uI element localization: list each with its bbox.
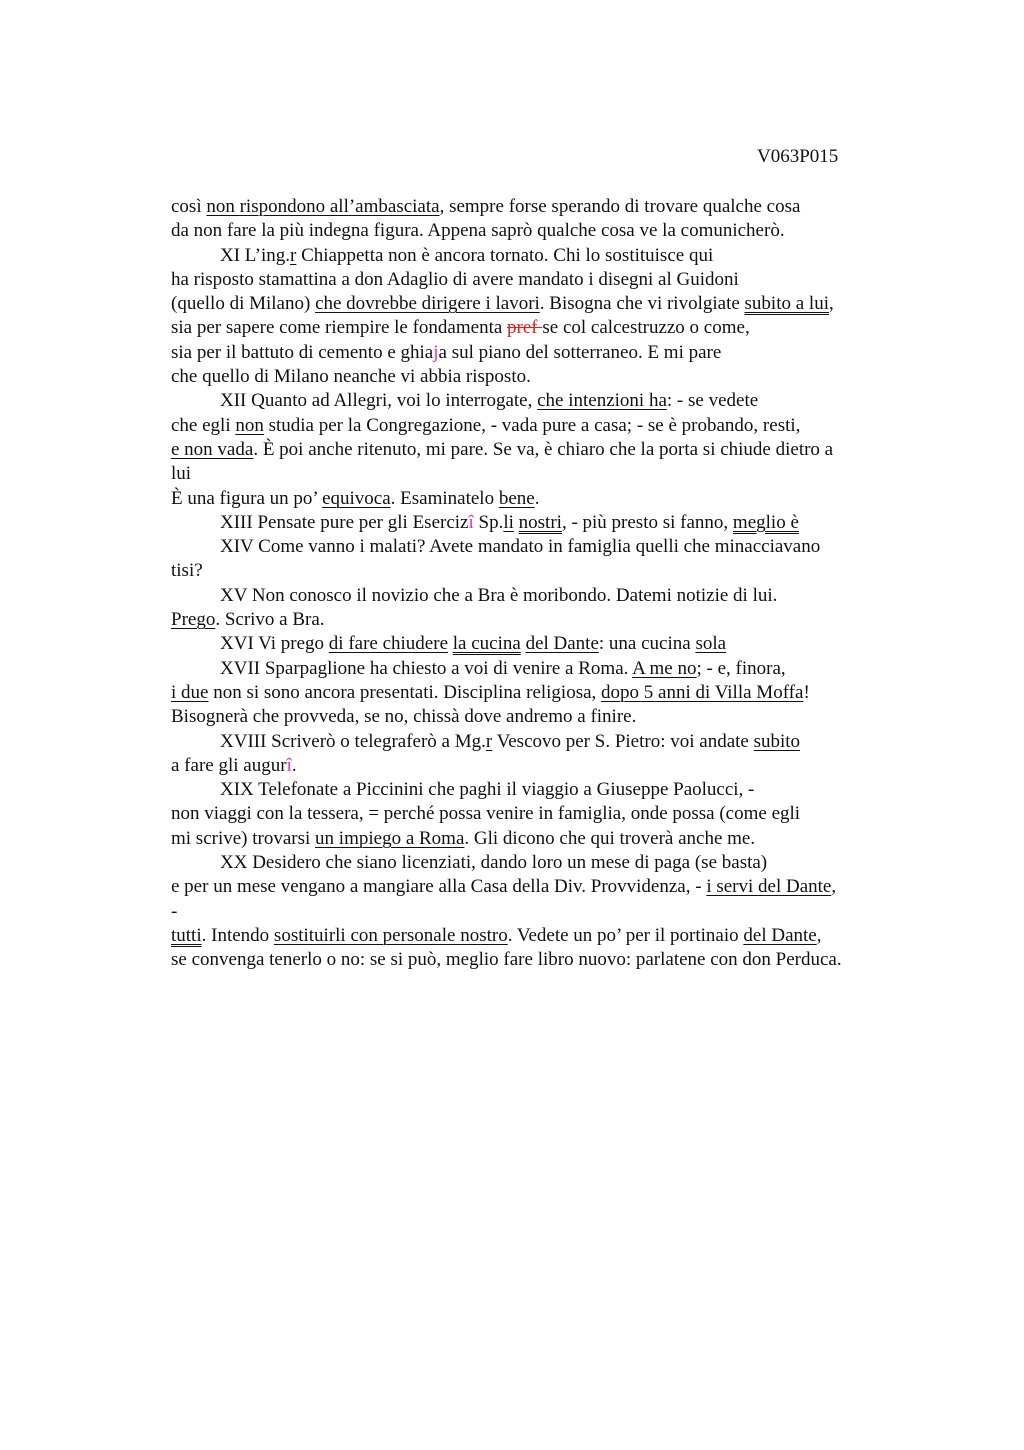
text-line (171, 511, 1011, 535)
text-run: sia per sapere come riempire le fondamenta (171, 317, 508, 339)
text-line (171, 657, 1011, 681)
text-line (171, 316, 1011, 340)
text-run: tisi? (171, 560, 203, 582)
text-run: XV Non conosco il novizio che a Bra è moribondo. Datemi notizie di lui. (220, 584, 778, 606)
inserted-mark: j (433, 341, 439, 363)
text-run: XIX Telefonate a Piccinini che paghi il viaggio a Giuseppe Paolucci, - (220, 779, 755, 801)
text-line (171, 219, 1011, 243)
text-line (171, 875, 1011, 899)
text-line (171, 438, 1011, 462)
text-run: Bisognerà che provveda, se no, chissà dove andremo a finire. (171, 706, 637, 728)
text-run: non viaggi con la tessera, = perché possa venire in famiglia, onde possa (come egli (171, 803, 801, 825)
double-underlined-text: meglio è (732, 511, 799, 533)
text-run: sia per il battuto di cemento e ghia (171, 341, 434, 363)
text-run: , (831, 876, 837, 898)
inserted-mark: î (286, 754, 292, 776)
text-line (171, 268, 1011, 292)
double-underlined-text: tutti (171, 924, 202, 946)
page-id: V063P015 (757, 146, 839, 167)
text-run: È una figura un po’ (171, 487, 323, 509)
underlined-text: e non vada (171, 438, 254, 460)
text-run: che egli (171, 414, 236, 436)
text-run: XVI Vi prego (220, 633, 329, 655)
text-run: lui (171, 463, 192, 485)
text-line (171, 754, 1011, 778)
underlined-text: dopo 5 anni di Villa Moffa (601, 681, 804, 703)
text-run: Vescovo per S. Pietro: voi andate (492, 730, 754, 752)
text-run: XX Desidero che siano licenziati, dando loro un mese di paga (se basta) (220, 852, 768, 874)
text-run: XI L’ing. (220, 244, 291, 266)
underlined-text: che intenzioni ha (537, 390, 667, 412)
text-line (171, 900, 1011, 924)
text-run: a sul piano del sotterraneo. E mi pare (438, 341, 722, 363)
text-run: e per un mese vengano a mangiare alla Casa della Div. Provvidenza, - (171, 876, 707, 898)
text-line (171, 341, 1011, 365)
underlined-text: equivoca (322, 487, 391, 509)
underlined-text: sola (695, 633, 727, 655)
text-line (171, 365, 1011, 389)
text-run: : una cucina (598, 633, 696, 655)
text-run: mi scrive) trovarsi (171, 827, 316, 849)
double-underlined-text: subito a lui (744, 293, 829, 315)
double-underlined-text: la cucina (452, 633, 521, 655)
text-line (171, 535, 1011, 559)
text-run: da non fare la più indegna figura. Appena saprò qualche cosa ve la comunicherò. (171, 220, 785, 242)
text-line (171, 608, 1011, 632)
struck-out-text: pref (507, 317, 543, 339)
underlined-text: un impiego a Roma (315, 827, 465, 849)
text-line (171, 244, 1011, 268)
text-run: - (171, 900, 178, 922)
letter-body (171, 195, 1011, 973)
underlined-text: non (235, 414, 264, 436)
text-run: studia per la Congregazione, - vada pure a casa; - se è probando, resti, (263, 414, 801, 436)
underlined-text: subito (753, 730, 801, 752)
underlined-text: i due (171, 681, 209, 703)
underlined-text: i servi del Dante (706, 876, 832, 898)
text-line (171, 195, 1011, 219)
text-run: . Gli dicono che qui troverà anche me. (464, 827, 756, 849)
underlined-text: sostituirli con personale nostro (273, 924, 508, 946)
text-line (171, 584, 1011, 608)
text-run: XVII Sparpaglione ha chiesto a voi di venire a Roma. (220, 657, 633, 679)
text-run: ! (803, 681, 810, 703)
text-line (171, 632, 1011, 656)
underlined-text: non rispondono all’ambasciata (206, 196, 440, 217)
text-line (171, 802, 1011, 826)
text-line (171, 681, 1011, 705)
text-line (171, 778, 1011, 802)
text-run: , - più presto si fanno, (561, 511, 733, 533)
text-run: , (828, 293, 834, 315)
text-line (171, 948, 1011, 972)
text-line (171, 559, 1011, 583)
text-run: che quello di Milano neanche vi abbia risposto. (171, 366, 531, 388)
text-run: , sempre forse sperando di trovare qualche cosa (439, 196, 801, 217)
text-line (171, 389, 1011, 413)
text-line (171, 730, 1011, 754)
text-run: . (534, 487, 540, 509)
text-line (171, 462, 1011, 486)
text-run: XIV Come vanno i malati? Avete mandato in famiglia quelli che minacciavano (220, 536, 821, 558)
text-line (171, 924, 1011, 948)
underlined-text: del Dante (525, 633, 599, 655)
underlined-text: del Dante (743, 924, 817, 946)
text-run: ; - e, finora, (696, 657, 786, 679)
text-run: (quello di Milano) (171, 293, 316, 315)
text-run: . Esaminatelo (390, 487, 499, 509)
underlined-text: che dovrebbe dirigere i lavori (315, 293, 540, 315)
double-underlined-text: nostri (518, 511, 562, 533)
text-run: : - se vedete (666, 390, 759, 412)
underlined-text: di fare chiudere (328, 633, 449, 655)
text-run: così (171, 196, 207, 217)
underlined-text: bene (498, 487, 535, 509)
text-run: non si sono ancora presentati. Disciplina religiosa, (208, 681, 602, 703)
text-run: . È poi anche ritenuto, mi pare. Se va, è chiaro che la porta si chiude dietro a (253, 438, 834, 460)
text-run: se convenga tenerlo o no: se si può, meglio fare libro nuovo: parlatene con don Perduca. (171, 949, 842, 971)
text-run: XII Quanto ad Allegri, voi lo interrogate, (220, 390, 538, 412)
text-run: . Scrivo a Bra. (215, 609, 325, 631)
text-line (171, 851, 1011, 875)
text-run: ha risposto stamattina a don Adaglio di avere mandato i disegni al Guidoni (171, 268, 739, 290)
text-run: . Vedete un po’ per il portinaio (507, 924, 744, 946)
text-run: se col calcestruzzo o come, (542, 317, 750, 339)
inserted-mark: î (468, 511, 474, 533)
text-line (171, 487, 1011, 511)
underlined-text: Prego (171, 609, 216, 631)
text-line (171, 414, 1011, 438)
text-line (171, 292, 1011, 316)
underlined-text: r (290, 244, 297, 266)
text-line (171, 705, 1011, 729)
text-run: . Intendo (201, 924, 274, 946)
text-run: XIII Pensate pure per gli Eserciz (220, 511, 469, 533)
text-run: Sp. (473, 511, 504, 533)
text-line (171, 827, 1011, 851)
underlined-text: r (485, 730, 493, 752)
text-run: a fare gli augur (171, 754, 287, 776)
text-run: XVIII Scriverò o telegraferò a Mg. (220, 730, 486, 752)
text-run: , (816, 924, 822, 946)
underlined-text: li (503, 511, 514, 533)
text-run: . (291, 754, 297, 776)
text-run: . Bisogna che vi rivolgiate (539, 293, 745, 315)
underlined-text: A me no (632, 657, 697, 679)
text-run: Chiappetta non è ancora tornato. Chi lo sostituisce qui (296, 244, 714, 266)
